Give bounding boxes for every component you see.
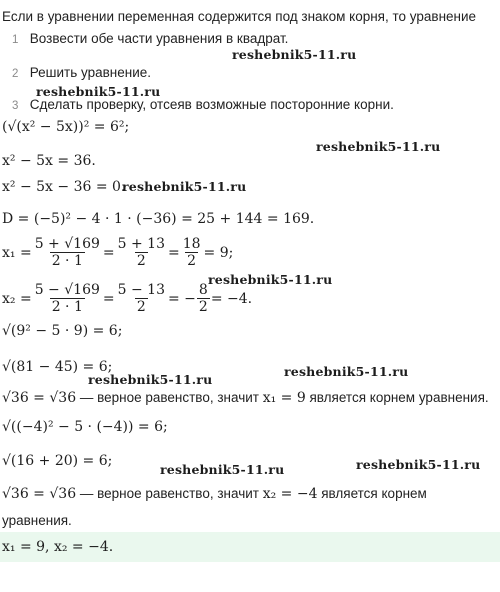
x1-result: = 9; — [203, 244, 234, 261]
check-x2-text: — верное равенство, значит — [76, 486, 263, 501]
fraction-denominator: 2 — [187, 253, 197, 269]
fraction-numerator: 5 − 13 — [117, 282, 165, 298]
equals-sign: = — [167, 244, 180, 261]
fraction-numerator: 5 + 13 — [117, 236, 165, 252]
check-x2-equality: √36 = √36 — [2, 486, 77, 502]
check-x2-simplified: √(16 + 20) = 6; — [2, 453, 113, 469]
step-text: Решить уравнение. — [29, 65, 152, 80]
check-x2-substitution: √((−4)² − 5 · (−4)) = 6; — [2, 419, 168, 435]
step-text: Сделать проверку, отсеяв возможные посторонние корни. — [29, 97, 394, 112]
step-number: 3 — [12, 100, 19, 112]
equals-minus-sign: = − — [167, 290, 196, 307]
x1-fraction-2 — [116, 236, 167, 269]
fraction-numerator: 8 — [198, 282, 208, 298]
fraction-denominator: 2 — [136, 299, 146, 315]
step-number: 1 — [12, 34, 19, 46]
equation-quadratic: x² − 5x − 36 = 0. — [2, 179, 126, 195]
fraction-denominator: 2 — [136, 253, 146, 269]
check-x1-substitution: √(9² − 5 · 9) = 6; — [2, 323, 123, 339]
check-x2-root: x₂ = −4 — [262, 486, 318, 502]
check-x1-simplified: √(81 − 45) = 6; — [2, 359, 113, 375]
watermark: reshebnik5-11.ru — [316, 139, 441, 154]
equation-discriminant: D = (−5)² − 4 · 1 · (−36) = 25 + 144 = 169. — [2, 211, 315, 227]
watermark: reshebnik5-11.ru — [284, 364, 409, 379]
root-x1-line — [2, 236, 233, 269]
fraction-numerator: 18 — [182, 236, 201, 252]
watermark: reshebnik5-11.ru — [160, 462, 285, 477]
watermark: reshebnik5-11.ru — [122, 179, 247, 194]
x1-fraction-1 — [33, 236, 102, 269]
watermark: reshebnik5-11.ru — [88, 372, 213, 387]
x2-fraction-1 — [33, 282, 102, 315]
check-x2-tail: является корнем — [317, 486, 427, 501]
step-number: 2 — [12, 68, 19, 80]
intro-text: Если в уравнении переменная содержится под знаком корня, то уравнение — [2, 9, 477, 24]
equation-squared: (√(x² − 5x))² = 6²; — [2, 119, 130, 135]
x1-label: x₁ = — [2, 244, 32, 261]
check-x1-equality: √36 = √36 — [2, 390, 77, 406]
step-2 — [12, 64, 151, 83]
fraction-numerator: 5 + √169 — [34, 236, 100, 252]
check-x1-tail: является корнем уравнения. — [305, 390, 489, 405]
check-x2-continuation: уравнения. — [2, 513, 72, 528]
x1-fraction-3 — [181, 236, 203, 269]
final-answer: x₁ = 9, x₂ = −4. — [2, 539, 114, 555]
fraction-numerator: 5 − √169 — [34, 282, 100, 298]
fraction-denominator: 2 · 1 — [51, 253, 83, 269]
equation-expanded: x² − 5x = 36. — [2, 153, 96, 169]
watermark: reshebnik5-11.ru — [36, 84, 161, 99]
x2-label: x₂ = — [2, 290, 32, 307]
x2-fraction-2 — [116, 282, 167, 315]
check-x1-text: — верное равенство, значит — [76, 390, 263, 405]
watermark: reshebnik5-11.ru — [208, 272, 333, 287]
fraction-denominator: 2 · 1 — [51, 299, 83, 315]
x2-result: = −4. — [210, 290, 253, 307]
check-x1-root: x₁ = 9 — [262, 390, 306, 406]
watermark: reshebnik5-11.ru — [356, 457, 481, 472]
check-x2-conclusion — [2, 485, 427, 503]
fraction-denominator: 2 — [198, 299, 208, 315]
check-x1-conclusion — [2, 389, 489, 407]
equals-sign: = — [102, 244, 115, 261]
equals-sign: = — [102, 290, 115, 307]
watermark: reshebnik5-11.ru — [232, 47, 357, 62]
step-text: Возвести обе части уравнения в квадрат. — [29, 31, 289, 46]
